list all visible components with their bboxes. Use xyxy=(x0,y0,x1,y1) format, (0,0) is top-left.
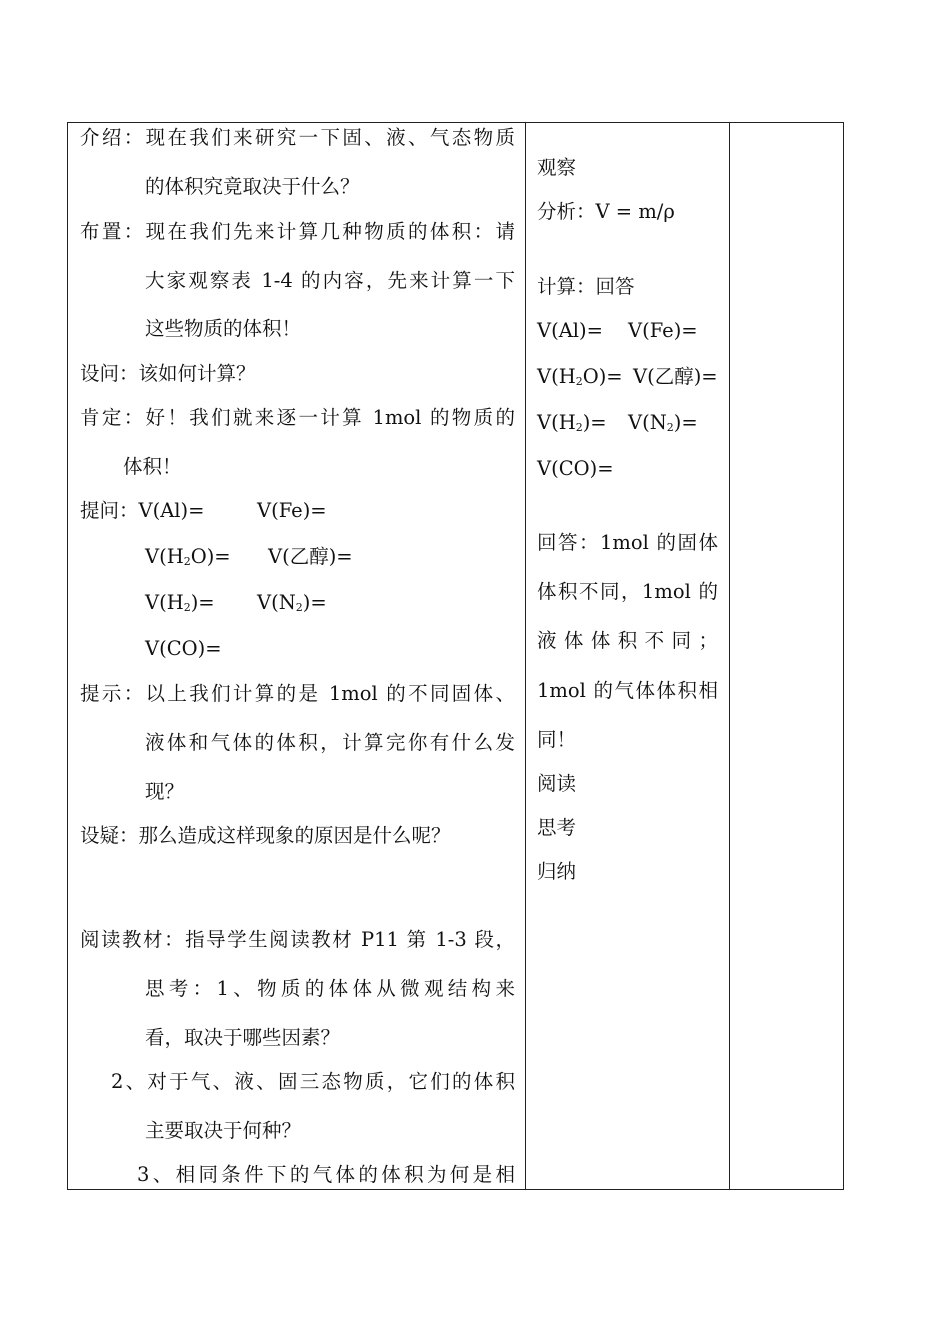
student-h2: $V(H_2)=$ xyxy=(537,411,607,434)
student-fe: V(Fe)= xyxy=(628,319,698,342)
student-answer-5: 同！ xyxy=(537,728,577,751)
teacher-line-hint-cont2: 现？ xyxy=(145,780,185,803)
student-observe: 观察 xyxy=(537,156,577,179)
teacher-line-assign-cont1: 大家观察表 1-4 的内容，先来计算一下 xyxy=(145,269,515,292)
teacher-ask-ethanol: V(乙醇)= xyxy=(268,545,353,568)
teacher-line-assign: 布置：现在我们先来计算几种物质的体积：请 xyxy=(80,220,515,243)
teacher-line-think-2-cont: 主要取决于何种？ xyxy=(145,1119,302,1142)
teacher-line-assign-cont2: 这些物质的体积！ xyxy=(145,317,302,340)
student-h2o: $V(H_2O)=$ xyxy=(537,365,623,388)
teacher-line-think-3: 3、相同条件下的气体的体积为何是相 xyxy=(137,1163,515,1186)
column-divider-1 xyxy=(525,123,526,1189)
student-ethanol: V(乙醇)= xyxy=(633,365,718,388)
student-analyze: 分析：V = m/ρ xyxy=(537,200,675,223)
student-answer-4: 1mol 的气体体积相 xyxy=(537,679,718,702)
teacher-line-affirm: 肯定：好！我们就来逐一计算 1mol 的物质的 xyxy=(80,406,515,429)
teacher-ask-fe: V(Fe)= xyxy=(257,499,327,522)
teacher-line-think-1-cont: 看，取决于哪些因素？ xyxy=(145,1026,341,1049)
teacher-line-affirm-cont: 体积！ xyxy=(123,455,182,478)
student-answer-3: 液体体积不同； xyxy=(537,629,718,652)
teacher-line-intro-cont: 的体积究竟取决于什么？ xyxy=(145,175,360,198)
teacher-line-think-1: 思考：1、物质的体体从微观结构来 xyxy=(145,977,515,1000)
student-co: V(CO)= xyxy=(537,457,614,480)
teacher-ask-h2o: $V(H_2O)=$ xyxy=(145,545,231,568)
teacher-line-hint: 提示：以上我们计算的是 1mol 的不同固体、 xyxy=(80,682,515,705)
teacher-line-doubt: 设疑：那么造成这样现象的原因是什么呢？ xyxy=(80,824,451,847)
student-summarize: 归纳 xyxy=(537,860,577,883)
teacher-line-hint-cont1: 液体和气体的体积，计算完你有什么发 xyxy=(145,731,515,754)
student-read: 阅读 xyxy=(537,772,577,795)
student-al: V(Al)= xyxy=(537,319,603,342)
teacher-ask-co: V(CO)= xyxy=(145,637,222,660)
student-think: 思考 xyxy=(537,816,577,839)
student-n2: $V(N_2)=$ xyxy=(628,411,698,434)
teacher-ask-al: 提问：V(Al)= xyxy=(80,499,205,522)
student-answer-2: 体积不同，1mol 的 xyxy=(537,580,718,603)
teacher-line-think-2: 2、对于气、液、固三态物质，它们的体积 xyxy=(111,1070,515,1093)
column-divider-2 xyxy=(729,123,730,1189)
teacher-ask-n2: $V(N_2)=$ xyxy=(257,591,327,614)
teacher-ask-h2: $V(H_2)=$ xyxy=(145,591,215,614)
teacher-line-reading: 阅读教材：指导学生阅读教材 P11 第 1-3 段， xyxy=(80,928,515,951)
teacher-line-question: 设问：该如何计算？ xyxy=(80,362,256,385)
student-answer-1: 回答：1mol 的固体 xyxy=(537,531,718,554)
teacher-line-intro: 介绍：现在我们来研究一下固、液、气态物质 xyxy=(80,126,515,149)
student-calculate: 计算：回答 xyxy=(537,275,635,298)
